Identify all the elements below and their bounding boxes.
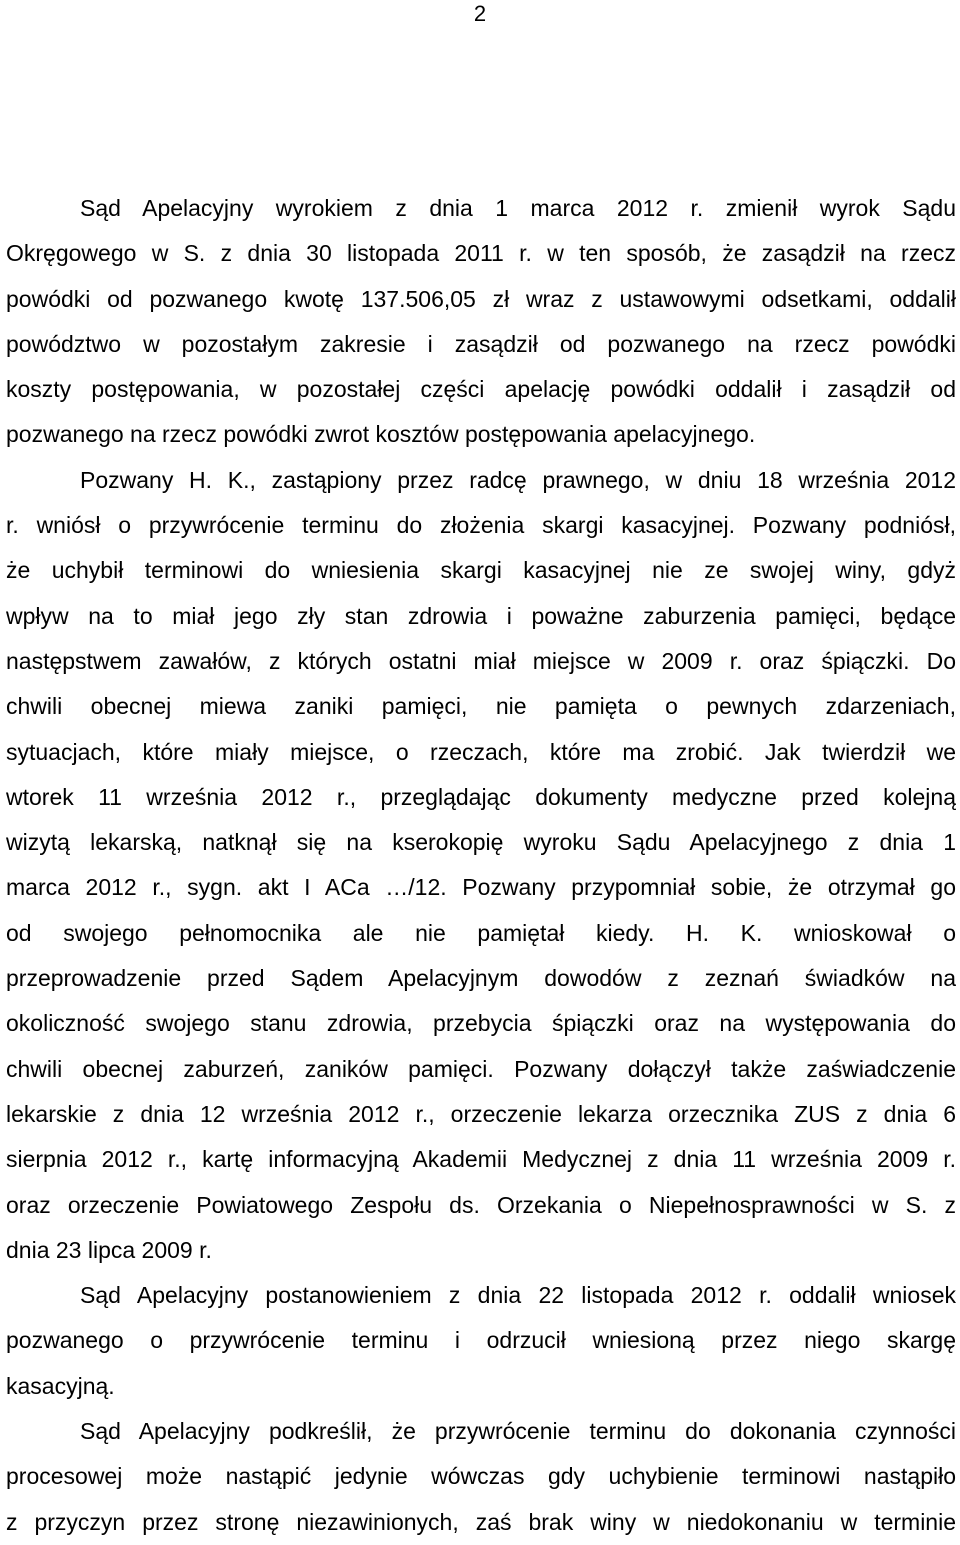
text-line: oraz orzeczenie Powiatowego Zespołu ds. Orzekania o Niepełnosprawności w S. z: [6, 1191, 956, 1218]
text-line: przeprowadzenie przed Sądem Apelacyjnym dowodów z zeznań świadków na: [6, 965, 956, 992]
text-line: chwili obecnej miewa zaniki pamięci, nie pamięta o pewnych zdarzeniach,: [6, 693, 956, 720]
text-line: wtorek 11 września 2012 r., przeglądając dokumenty medyczne przed kolejną: [6, 783, 956, 810]
text-line: powództwo w pozostałym zakresie i zasądził od pozwanego na rzecz powódki: [6, 330, 956, 357]
text-line: pozwanego na rzecz powódki zwrot kosztów postępowania apelacyjnego.: [6, 421, 756, 448]
text-line: marca 2012 r., sygn. akt I ACa …/12. Pozwany przypomniał sobie, że otrzymał go: [6, 874, 956, 901]
text-line: powódki od pozwanego kwotę 137.506,05 zł wraz z ustawowymi odsetkami, oddalił: [6, 285, 956, 312]
text-line: sytuacjach, które miały miejsce, o rzeczach, które ma zrobić. Jak twierdził we: [6, 738, 956, 765]
text-line: od swojego pełnomocnika ale nie pamiętał kiedy. H. K. wnioskował o: [6, 919, 956, 946]
text-line: Okręgowego w S. z dnia 30 listopada 2011 r. w ten sposób, że zasądził na rzecz: [6, 240, 956, 267]
text-line: lekarskie z dnia 12 września 2012 r., orzeczenie lekarza orzecznika ZUS z dnia 6: [6, 1100, 956, 1127]
text-line: wpływ na to miał jego zły stan zdrowia i poważne zaburzenia pamięci, będące: [6, 602, 956, 629]
text-line: Sąd Apelacyjny wyrokiem z dnia 1 marca 2012 r. zmienił wyrok Sądu: [80, 195, 956, 221]
text-line: kasacyjną.: [6, 1372, 115, 1399]
text-line: następstwem zawałów, z których ostatni miał miejsce w 2009 r. oraz śpiączki. Do: [6, 647, 956, 674]
text-line: chwili obecnej zaburzeń, zaników pamięci. Pozwany dołączył także zaświadczenie: [6, 1055, 956, 1082]
text-line: okoliczność swojego stanu zdrowia, przebycia śpiączki oraz na występowania do: [6, 1010, 956, 1037]
text-line: pozwanego o przywrócenie terminu i odrzucił wniesioną przez niego skargę: [6, 1327, 956, 1354]
text-line: dnia 23 lipca 2009 r.: [6, 1236, 212, 1263]
text-line: Sąd Apelacyjny postanowieniem z dnia 22 listopada 2012 r. oddalił wniosek: [80, 1282, 956, 1309]
text-line: Pozwany H. K., zastąpiony przez radcę prawnego, w dniu 18 września 2012: [80, 466, 956, 493]
text-line: wizytą lekarską, natknął się na kserokopię wyroku Sądu Apelacyjnego z dnia 1: [6, 829, 956, 856]
text-line: procesowej może nastąpić jedynie wówczas gdy uchybienie terminowi nastąpiło: [6, 1463, 956, 1490]
document-body: [6, 186, 956, 1545]
text-line: koszty postępowania, w pozostałej części apelację powódki oddalił i zasądził od: [6, 376, 956, 403]
text-line: r. wniósł o przywrócenie terminu do złożenia skargi kasacyjnej. Pozwany podniósł,: [6, 512, 956, 539]
page-number: 2: [473, 1, 487, 26]
text-line: że uchybił terminowi do wniesienia skargi kasacyjnej nie ze swojej winy, gdyż: [6, 557, 956, 584]
text-line: z przyczyn przez stronę niezawinionych, zaś brak winy w niedokonaniu w terminie: [6, 1508, 956, 1535]
text-line: Sąd Apelacyjny podkreślił, że przywrócenie terminu do dokonania czynności: [80, 1418, 956, 1445]
text-line: sierpnia 2012 r., kartę informacyjną Akademii Medycznej z dnia 11 września 2009 r.: [6, 1146, 956, 1173]
